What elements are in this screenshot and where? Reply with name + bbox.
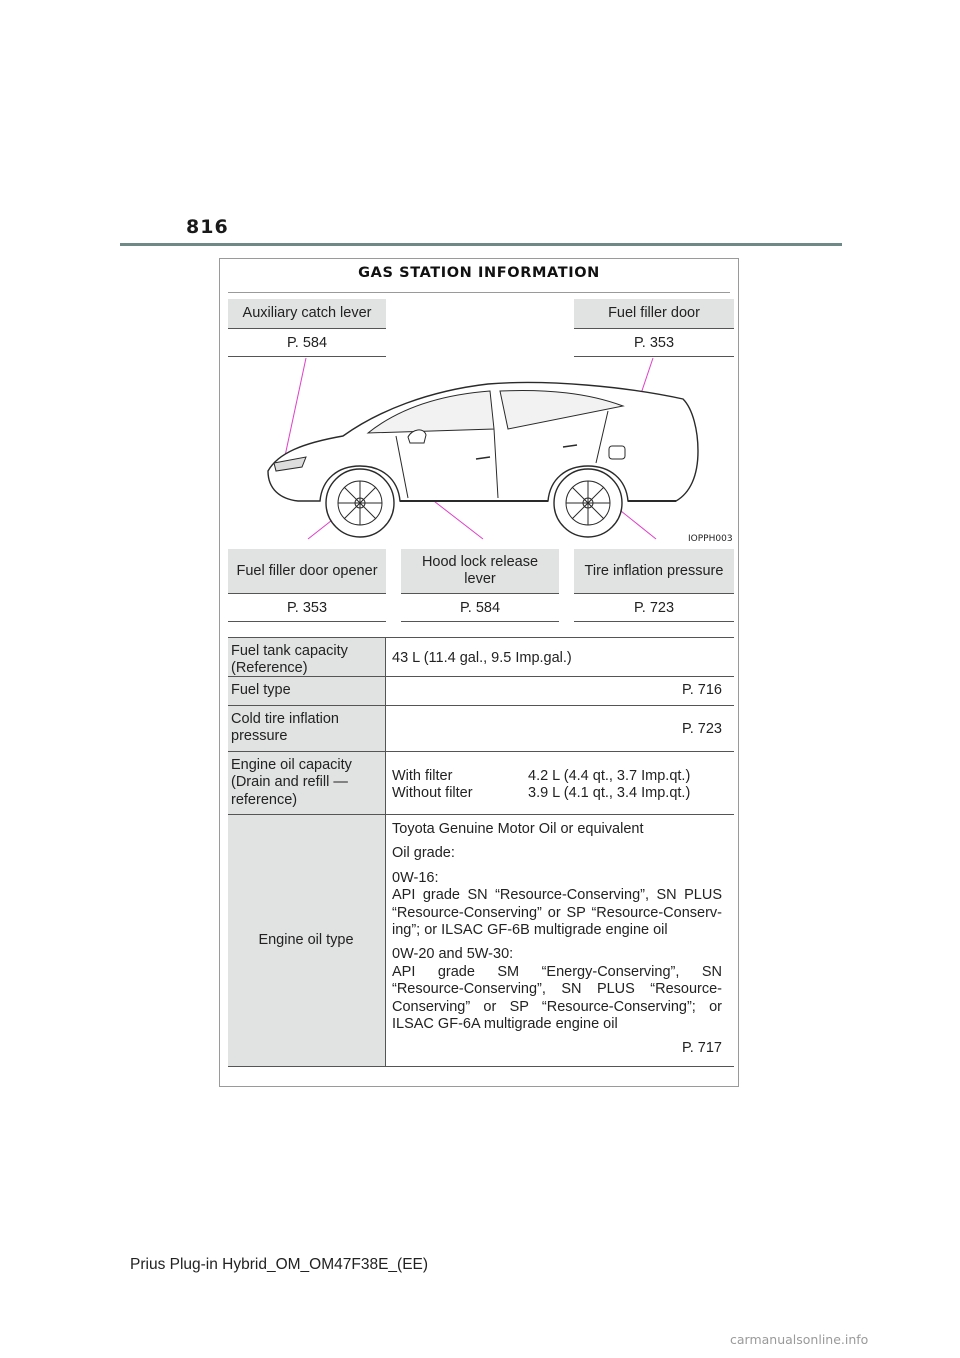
oil-grade1-text: API grade SN “Resource-Conserving”, SN PLUS “Resource-Conserving” or SP “Resource-Conserv-ing”; or ILSAC GF-6B multigrade engine oil bbox=[392, 887, 722, 938]
fuel-filler-door-opener-label: Fuel filler door opener bbox=[228, 549, 386, 594]
spec-value-oil-type bbox=[386, 815, 734, 1066]
fuel-filler-door-ref[interactable]: P. 353 bbox=[574, 329, 734, 357]
spec-row-fuel-tank bbox=[228, 637, 734, 676]
footer-doc-id: Prius Plug-in Hybrid_OM_OM47F38E_(EE) bbox=[130, 1256, 429, 1273]
fuel-filler-door-opener-ref[interactable]: P. 353 bbox=[228, 594, 386, 622]
oil-grade2-title: 0W-20 and 5W-30: bbox=[392, 946, 514, 963]
spec-ref-oil-type[interactable]: P. 717 bbox=[681, 1040, 722, 1057]
spec-ref-fuel-type[interactable]: P. 716 bbox=[681, 682, 722, 698]
title-divider bbox=[228, 292, 730, 293]
panel-title: GAS STATION INFORMATION bbox=[358, 265, 600, 281]
oil-type-line2: Oil grade: bbox=[392, 845, 455, 862]
oil-grade1-title: 0W-16: bbox=[392, 869, 439, 886]
without-filter-value: 3.9 L (4.1 qt., 3.4 Imp.qt.) bbox=[528, 785, 691, 802]
spec-row-oil-type bbox=[228, 814, 734, 1067]
tire-inflation-pressure-ref[interactable]: P. 723 bbox=[574, 594, 734, 622]
watermark: carmanualsonline.info bbox=[730, 1332, 869, 1347]
oil-grade2-text: API grade SM “Energy-Conserving”, SN “Resource-Conserving”, SN PLUS “Resource-Conserving” or SP “Resource-Conserving”; or ILSAC GF-6A multigrade engine oil bbox=[392, 963, 722, 1032]
hood-lock-release-lever-label: Hood lock release lever bbox=[401, 549, 559, 594]
page-number: 816 bbox=[186, 216, 229, 238]
oil-type-line1: Toyota Genuine Motor Oil or equivalent bbox=[392, 821, 644, 837]
spec-row-oil-capacity bbox=[228, 751, 734, 814]
spec-row-fuel-type bbox=[228, 676, 734, 705]
spec-value-oil-capacity bbox=[386, 752, 734, 814]
car-illustration bbox=[228, 351, 733, 541]
tire-inflation-pressure-label: Tire inflation pressure bbox=[574, 549, 734, 594]
spec-ref-cold-tire[interactable]: P. 723 bbox=[681, 721, 722, 737]
auxiliary-catch-lever-ref[interactable]: P. 584 bbox=[228, 329, 386, 357]
image-code: IOPPH003 bbox=[688, 534, 733, 544]
spec-value-fuel-tank: 43 L (11.4 gal., 9.5 Imp.gal.) bbox=[392, 650, 572, 666]
spec-key-oil-type: Engine oil type bbox=[228, 815, 386, 1066]
gas-station-info-panel bbox=[219, 258, 739, 1087]
fuel-filler-door-label: Fuel filler door bbox=[574, 299, 734, 329]
spec-key-cold-tire: Cold tire inflation pressure bbox=[228, 706, 386, 751]
header-rule bbox=[120, 243, 842, 246]
without-filter-label: Without filter bbox=[392, 785, 473, 802]
spec-table bbox=[228, 637, 734, 1067]
with-filter-value: 4.2 L (4.4 qt., 3.7 Imp.qt.) bbox=[528, 768, 691, 784]
with-filter-label: With filter bbox=[392, 768, 453, 784]
spec-row-cold-tire bbox=[228, 705, 734, 751]
spec-key-oil-capacity: Engine oil capacity (Drain and refill — reference) bbox=[228, 752, 386, 814]
auxiliary-catch-lever-label: Auxiliary catch lever bbox=[228, 299, 386, 329]
spec-key-fuel-type: Fuel type bbox=[228, 677, 386, 705]
hood-lock-release-lever-ref[interactable]: P. 584 bbox=[401, 594, 559, 622]
spec-key-fuel-tank: Fuel tank capacity (Reference) bbox=[228, 638, 386, 676]
